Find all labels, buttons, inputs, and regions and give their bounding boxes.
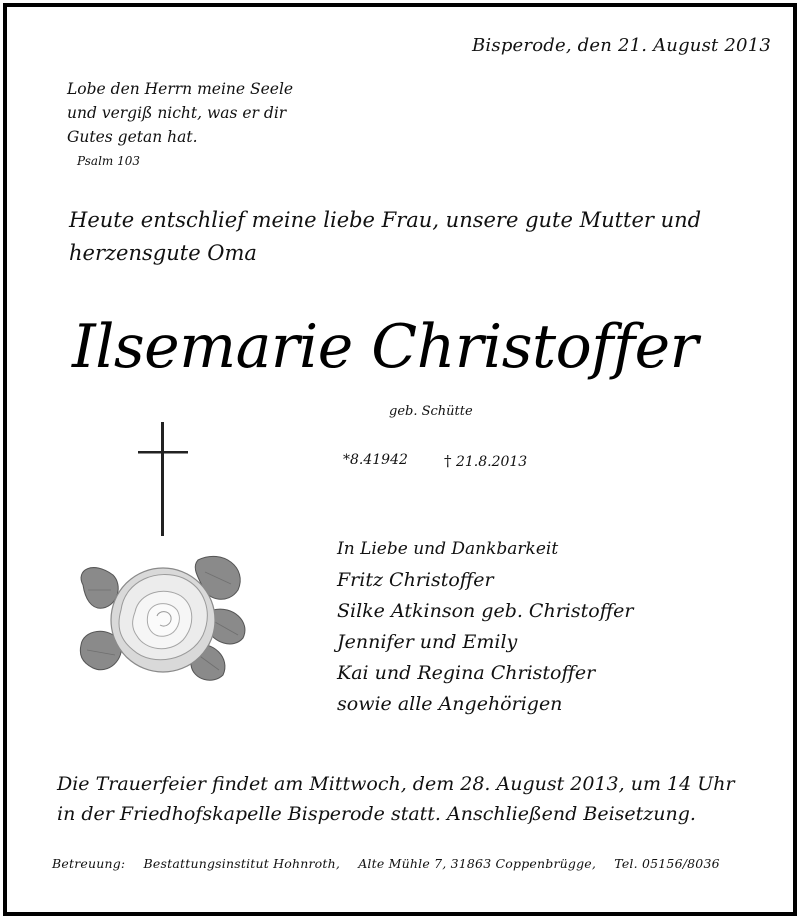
footer-address: Alte Mühle 7, 31863 Coppenbrügge, [358,856,597,871]
mourner-name: Silke Atkinson geb. Christoffer [337,600,634,622]
intro-text [69,204,701,270]
small-cross-icon: † [444,452,452,470]
cross-icon [138,422,188,536]
footer-label: Betreuung: [52,856,126,871]
psalm-reference: Psalm 103 [77,154,140,168]
service-line-1: Die Trauerfeier findet am Mittwoch, dem 28. August 2013, um 14 Uhr [57,773,735,795]
footer-company: Bestattungsinstitut Hohnroth, [143,856,341,871]
place-date: Bisperode, den 21. August 2013 [472,35,772,56]
rose-image [73,550,251,690]
maiden-name: geb. Schütte [389,404,473,419]
birth-date: *8.41942 [343,452,408,468]
footer-contact [52,856,734,871]
mourner-name: sowie alle Angehörigen [337,693,563,715]
mourners-block [337,534,633,720]
death-date: 21.8.2013 [455,454,528,470]
death-date-group [444,452,527,470]
psalm-line: und vergiß nicht, was er dir [67,104,287,122]
notice-frame [3,3,797,916]
intro-line-2: herzensgute Oma [69,241,257,265]
footer-phone: Tel. 05156/8036 [614,856,720,871]
service-line-2: in der Friedhofskapelle Bisperode statt. Anschließend Beisetzung. [57,803,696,825]
deceased-name: Ilsemarie Christoffer [72,312,698,382]
psalm-quote [67,77,293,173]
mourner-name: Fritz Christoffer [337,569,494,591]
mourners-lead: In Liebe und Dankbarkeit [337,539,559,559]
mourner-name: Jennifer und Emily [337,631,518,653]
mourner-name: Kai und Regina Christoffer [337,662,596,684]
psalm-line: Gutes getan hat. [67,128,198,146]
service-info [57,769,735,829]
intro-line-1: Heute entschlief meine liebe Frau, unsere gute Mutter und [69,208,702,232]
psalm-line: Lobe den Herrn meine Seele [67,80,294,98]
